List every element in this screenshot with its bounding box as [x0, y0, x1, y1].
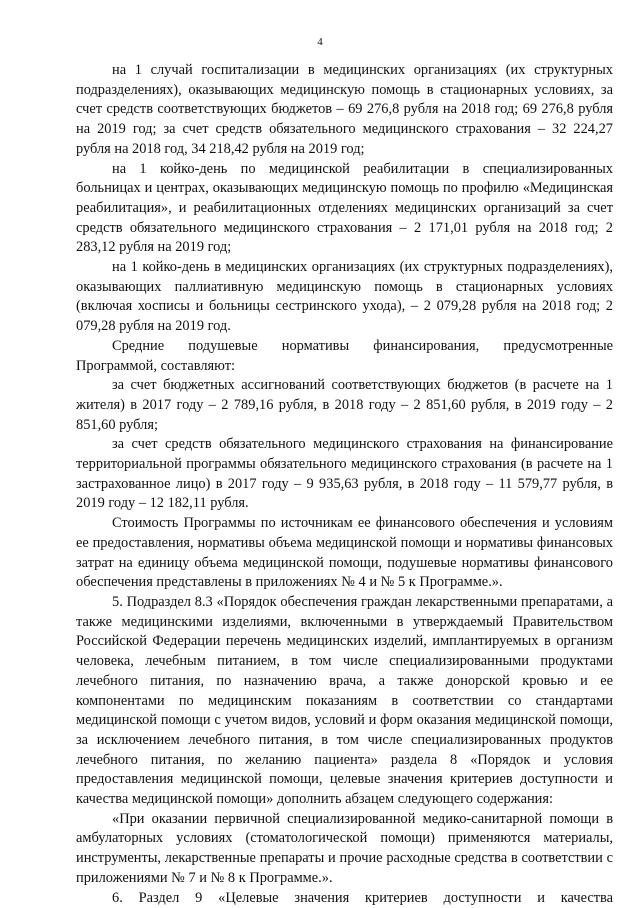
paragraph-dental-quote: «При оказании первичной специализированной медико-санитарной помощи в амбулаторных условиях (стоматологической помощи) применяются материалы, инструменты, лекарственные препараты и прочие расходные средства в соответствии с приложениями № 7 и № 8 к Программе.».: [76, 810, 613, 886]
paragraph-palliative-bed-day: на 1 койко-день в медицинских организациях (их структурных подразделениях), оказывающих паллиативную медицинскую помощь в стационарных условиях (включая хосписы и больницы сестринского ухода), – 2 079,28 рубля на 2018 год; 2 079,28 рубля на 2019 год.: [76, 259, 613, 335]
page-number: 4: [317, 36, 323, 48]
document-body: [76, 61, 613, 908]
paragraph-item-6: 6. Раздел 9 «Целевые значения критериев доступности и качества: [112, 889, 613, 906]
paragraph-oms-per-capita: за счет средств обязательного медицинского страхования на финансирование территориальной программы обязательного медицинского страхования (в расчете на 1 застрахованное лицо) в 2017 году – 9 935,63 рубля, в 2018 году – 11 579,77 рубля, в 2019 году – 12 182,11 рубля.: [76, 436, 613, 512]
paragraph-per-capita-intro: Средние подушевые нормативы финансирования, предусмотренные Программой, составляют:: [76, 337, 613, 374]
paragraph-rehabilitation-bed-day: на 1 койко-день по медицинской реабилитации в специализированных больницах и центрах, оказывающих медицинскую помощь по профилю «Медицинская реабилитация», и реабилитационных отделениях медицинских организаций за счет средств обязательного медицинского страхования – 2 171,01 рубля на 2018 год; 2 283,12 рубля на 2019 год;: [76, 160, 613, 256]
paragraph-item-5: 5. Подраздел 8.3 «Порядок обеспечения граждан лекарственными препаратами, а также медицинскими изделиями, включенными в утверждаемый Правительством Российской Федерации перечень медицинских изделий, имплантируемых в организм человека, лечебным питанием, в том числе специализированными продуктами лечебного питания, по назначению врача, а также донорской кровью и ее компонентами по медицинским показаниям в соответствии со стандартами медицинской помощи с учетом видов, условий и форм оказания медицинской помощи, за исключением лечебного питания, в том числе специализированных продуктов лечебного питания, по желанию пациента» раздела 8 «Порядок и условия предоставления медицинской помощи, целевые значения критериев доступности и качества медицинской помощи» дополнить абзацем следующего содержания:: [76, 593, 613, 808]
paragraph-budget-per-capita: за счет бюджетных ассигнований соответствующих бюджетов (в расчете на 1 жителя) в 2017 году – 2 789,16 рубля, в 2018 году – 2 851,60 рубля, в 2019 году – 2 851,60 рубля;: [76, 377, 613, 433]
paragraph-program-cost: Стоимость Программы по источникам ее финансового обеспечения и условиям ее предоставления, нормативы объема медицинской помощи и нормативы финансовых затрат на единицу объема медицинской помощи, подушевые нормативы финансового обеспечения представлены в приложениях № 4 и № 5 к Программе.».: [76, 515, 613, 591]
paragraph-hospitalization-cost: на 1 случай госпитализации в медицинских организациях (их структурных подразделениях), оказывающих медицинскую помощь в стационарных условиях, за счет средств соответствующих бюджетов – 69 276,8 рубля на 2018 год; 69 276,8 рубля на 2019 год; за счет средств обязательного медицинского страхования – 32 224,27 рубля на 2018 год, 34 218,42 рубля на 2019 год;: [76, 62, 613, 157]
